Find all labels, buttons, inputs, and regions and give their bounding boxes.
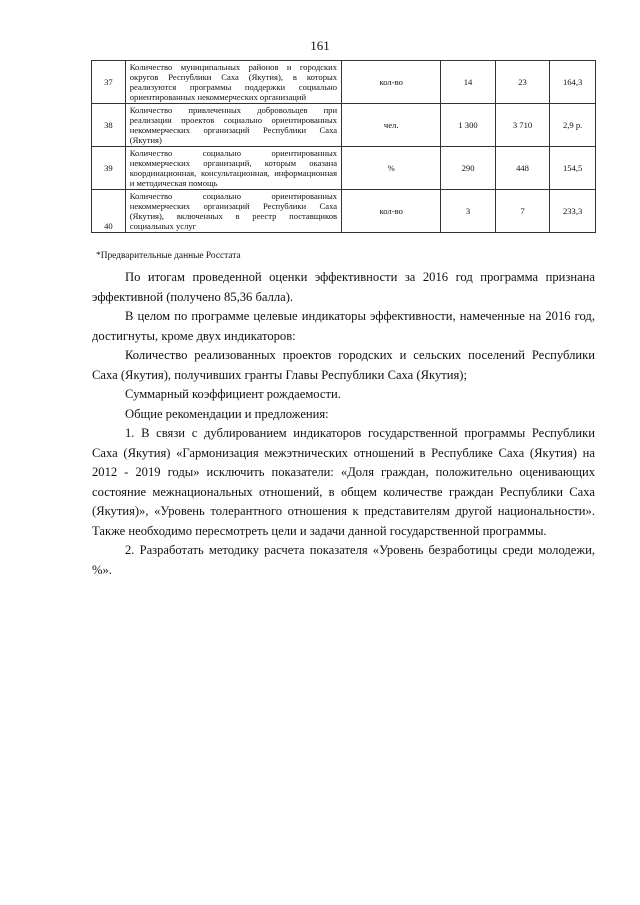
actual-value: 7 — [495, 190, 549, 233]
paragraph: 2. Разработать методику расчета показателя «Уровень безработицы среди молодежи, %». — [92, 543, 595, 577]
row-number: 39 — [92, 147, 126, 190]
planned-value: 290 — [441, 147, 495, 190]
indicators-table — [91, 60, 596, 233]
percent-value: 164,3 — [550, 61, 596, 104]
percent-value: 2,9 р. — [550, 104, 596, 147]
row-number: 37 — [92, 61, 126, 104]
footnote: *Предварительные данные Росстата — [96, 251, 241, 261]
table-row — [92, 147, 596, 190]
unit-cell: кол-во — [342, 61, 441, 104]
indicator-name: Количество социально ориентированных некоммерческих организаций, которым оказана координационная, консультационная, информационная и методическая помощь — [125, 147, 341, 190]
paragraph: По итогам проведенной оценки эффективности за 2016 год программа признана эффективной (получено 85,36 балла). — [92, 270, 595, 304]
body-text — [92, 268, 595, 580]
actual-value: 448 — [495, 147, 549, 190]
actual-value: 3 710 — [495, 104, 549, 147]
unit-cell: % — [342, 147, 441, 190]
paragraph: Количество реализованных проектов городских и сельских поселений Республики Саха (Якутия), получивших гранты Главы Республики Саха (Якутия); — [92, 348, 595, 382]
actual-value: 23 — [495, 61, 549, 104]
paragraph: В целом по программе целевые индикаторы эффективности, намеченные на 2016 год, достигнуты, кроме двух индикаторов: — [92, 309, 595, 343]
planned-value: 1 300 — [441, 104, 495, 147]
page-number: 161 — [310, 38, 330, 53]
table-row — [92, 190, 596, 233]
unit-cell: чел. — [342, 104, 441, 147]
paragraph: Общие рекомендации и предложения: — [125, 406, 329, 421]
percent-value: 233,3 — [550, 190, 596, 233]
row-number: 40 — [92, 190, 126, 233]
planned-value: 3 — [441, 190, 495, 233]
paragraph: 1. В связи с дублированием индикаторов государственной программы Республики Саха (Якутия) «Гармонизация межэтнических отношений в Республике Саха (Якутия) на 2012 - 2019 годы» исключить показатели: «Доля граждан, положительно оценивающих состояние межнациональных отношений, в общем количестве граждан Республики Саха (Якутия)», «Уровень толерантного отношения к представителям другой национальности». Также необходимо пересмотреть цели и задачи данной государственной программы. — [92, 426, 595, 538]
table-row — [92, 61, 596, 104]
indicator-name: Количество социально ориентированных некоммерческих организаций Республики Саха (Якутия), включенных в реестр поставщиков социальных услуг — [125, 190, 341, 233]
indicator-name: Количество привлеченных добровольцев при реализации проектов социально ориентированных некоммерческих организаций Республики Саха (Якутия) — [125, 104, 341, 147]
unit-cell: кол-во — [342, 190, 441, 233]
paragraph: Суммарный коэффициент рождаемости. — [125, 387, 341, 401]
table-row — [92, 104, 596, 147]
indicator-name: Количество муниципальных районов и городских округов Республики Саха (Якутия), в которых реализуются программы поддержки социально ориентированных некоммерческих организаций — [125, 61, 341, 104]
percent-value: 154,5 — [550, 147, 596, 190]
row-number: 38 — [92, 104, 126, 147]
planned-value: 14 — [441, 61, 495, 104]
